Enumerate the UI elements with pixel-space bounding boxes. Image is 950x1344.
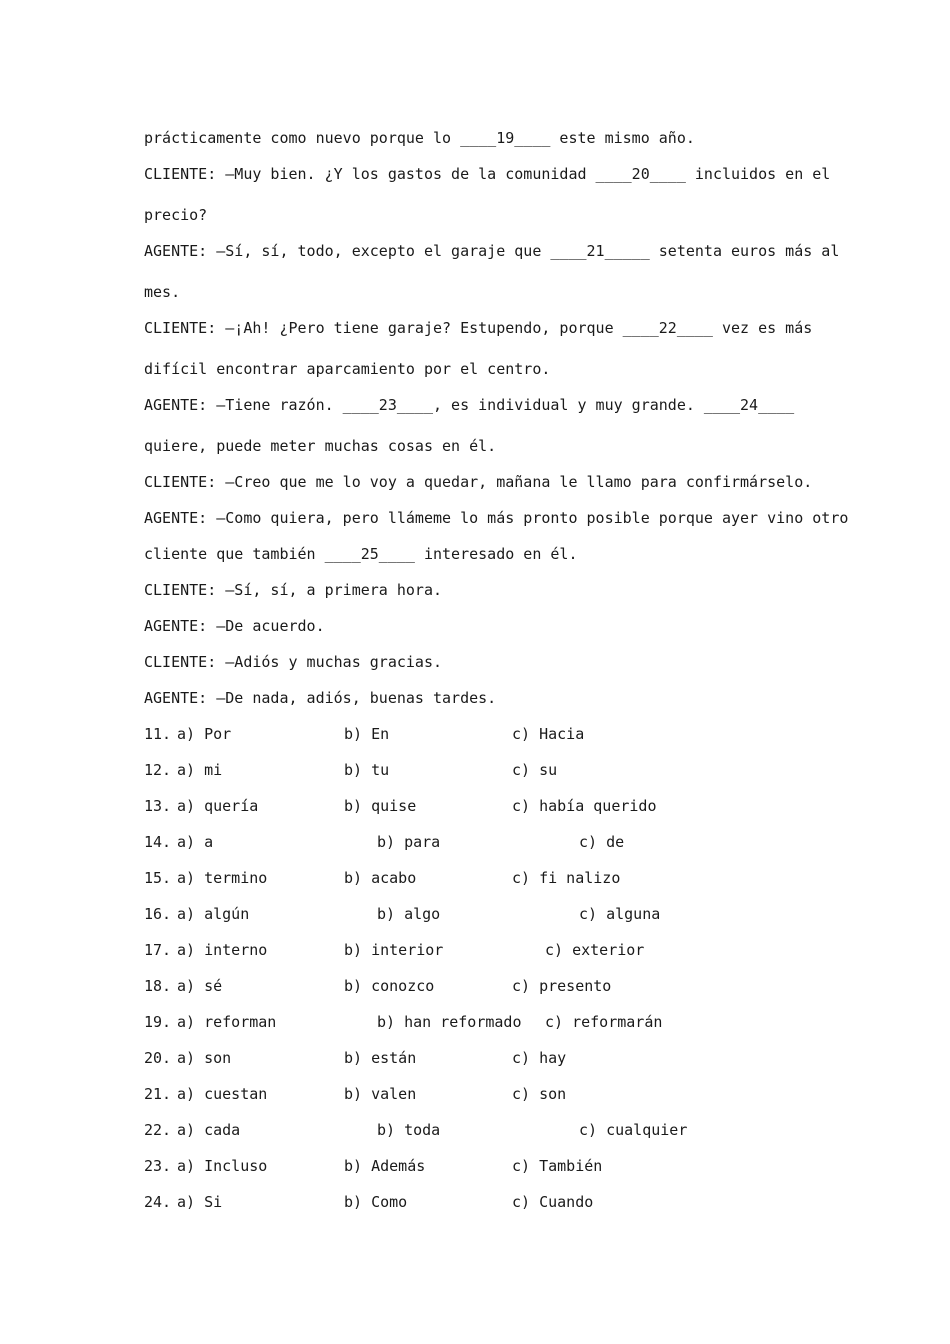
option-a: a) cuestan [177,1085,268,1103]
dialogue-line: CLIENTE: –Adiós y muchas gracias. [144,653,443,671]
dialogue-line: mes. [144,283,181,301]
dialogue-line: quiere, puede meter muchas cosas en él. [144,437,497,455]
dialogue-line: CLIENTE: –Creo que me lo voy a quedar, mañana le llamo para confirmárselo. [144,473,813,491]
option-a: a) cada [177,1121,241,1139]
dialogue-line: CLIENTE: –Sí, sí, a primera hora. [144,581,443,599]
option-c: c) También [512,1157,603,1175]
option-b: b) están [344,1049,417,1067]
option-c: c) presento [512,977,612,995]
question-number: 11. [144,725,172,743]
option-c: c) su [512,761,558,779]
question-number: 23. [144,1157,172,1175]
question-number: 17. [144,941,172,959]
dialogue-line: cliente que también ____25____ interesado en él. [144,545,578,563]
option-c: c) Cuando [512,1193,594,1211]
option-b: b) toda [377,1121,441,1139]
question-number: 15. [144,869,172,887]
option-b: b) algo [377,905,441,923]
option-c: c) reformarán [545,1013,663,1031]
question-number: 24. [144,1193,172,1211]
dialogue-line: AGENTE: –De nada, adiós, buenas tardes. [144,689,497,707]
option-a: a) a [177,833,214,851]
option-b: b) conozco [344,977,435,995]
option-a: a) algún [177,905,250,923]
option-b: b) para [377,833,441,851]
question-number: 13. [144,797,172,815]
option-c: c) alguna [579,905,661,923]
option-b: b) interior [344,941,444,959]
option-b: b) quise [344,797,417,815]
option-c: c) Hacia [512,725,585,743]
option-b: b) acabo [344,869,417,887]
dialogue-line: AGENTE: –Sí, sí, todo, excepto el garaje que ____21_____ setenta euros más al [144,242,840,260]
option-a: a) reforman [177,1013,277,1031]
option-a: a) Si [177,1193,223,1211]
option-b: b) han reformado [377,1013,522,1031]
dialogue-line: precio? [144,206,208,224]
option-a: a) interno [177,941,268,959]
option-c: c) de [579,833,625,851]
option-a: a) Incluso [177,1157,268,1175]
dialogue-line: AGENTE: –De acuerdo. [144,617,325,635]
question-number: 16. [144,905,172,923]
option-c: c) exterior [545,941,645,959]
option-a: a) termino [177,869,268,887]
question-number: 22. [144,1121,172,1139]
dialogue-line: CLIENTE: –Muy bien. ¿Y los gastos de la comunidad ____20____ incluidos en el [144,165,831,183]
question-number: 12. [144,761,172,779]
option-a: a) mi [177,761,223,779]
option-a: a) quería [177,797,259,815]
option-b: b) En [344,725,390,743]
option-c: c) son [512,1085,567,1103]
option-a: a) son [177,1049,232,1067]
question-number: 14. [144,833,172,851]
option-a: a) sé [177,977,223,995]
dialogue-line: AGENTE: –Tiene razón. ____23____, es individual y muy grande. ____24____ [144,396,795,414]
question-number: 21. [144,1085,172,1103]
option-b: b) Como [344,1193,408,1211]
option-c: c) había querido [512,797,657,815]
option-b: b) valen [344,1085,417,1103]
option-a: a) Por [177,725,232,743]
option-c: c) cualquier [579,1121,688,1139]
question-number: 18. [144,977,172,995]
dialogue-line: CLIENTE: –¡Ah! ¿Pero tiene garaje? Estupendo, porque ____22____ vez es más [144,319,813,337]
option-b: b) tu [344,761,390,779]
dialogue-line: AGENTE: –Como quiera, pero llámeme lo más pronto posible porque ayer vino otro [144,509,849,527]
question-number: 20. [144,1049,172,1067]
option-c: c) fi nalizo [512,869,621,887]
option-c: c) hay [512,1049,567,1067]
dialogue-line: prácticamente como nuevo porque lo ____19____ este mismo año. [144,129,695,147]
option-b: b) Además [344,1157,426,1175]
dialogue-line: difícil encontrar aparcamiento por el centro. [144,360,551,378]
question-number: 19. [144,1013,172,1031]
